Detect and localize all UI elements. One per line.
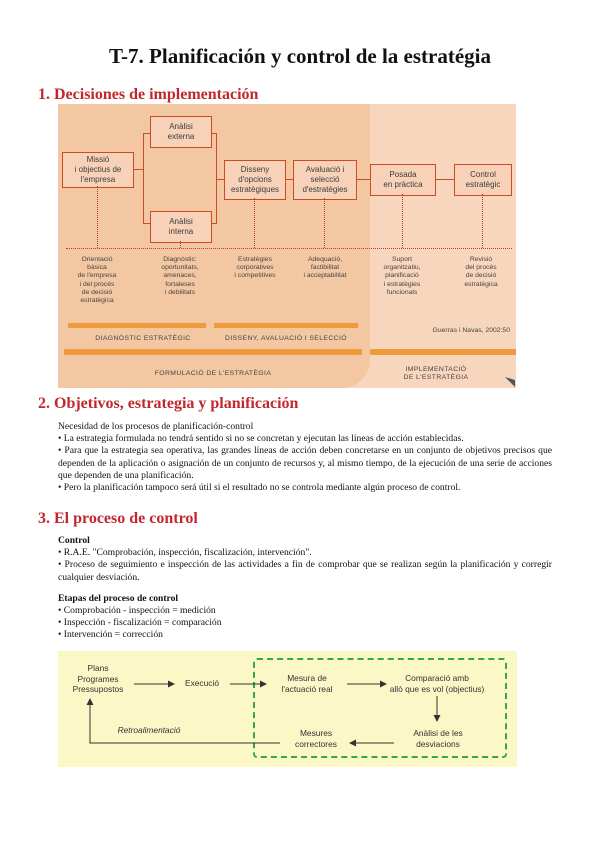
section-2-heading	[38, 395, 298, 413]
external-analysis-box: Anàlisi externa	[150, 116, 212, 148]
connector	[435, 179, 454, 180]
label-orientation: Orientació bàsica de l'empresa i del procés de decisió estratègica	[77, 256, 117, 305]
connector	[216, 179, 224, 180]
subheading: Control	[58, 535, 90, 546]
diagnostic-label: DIAGNÒSTIC ESTRATÈGIC	[95, 335, 191, 342]
bullet: • Comprobación - inspección = medición	[58, 605, 216, 617]
dotted-line	[66, 248, 512, 249]
corrective-measures-node: Mesures correctores	[295, 728, 337, 749]
measurement-node: Mesura de l'actuació real	[281, 673, 333, 694]
source-citation: Guerras i Navas, 2002:50	[432, 327, 510, 334]
connector	[143, 133, 150, 134]
section-number: 2.	[38, 395, 50, 412]
label-diagnostic: Diagnòstic: oportunitats, amenaces, fortaleses i debilitats	[161, 256, 199, 296]
design-label: DISSENY, AVALUACIÓ I SELECCIÓ	[225, 335, 347, 342]
label-review: Revisió del procés de decisió estratègica	[464, 256, 498, 288]
implementation-label: IMPLEMENTACIÓ DE L'ESTRATÈGIA	[403, 366, 469, 381]
connector	[143, 223, 150, 224]
implementation-box: Posada en pràctica	[370, 164, 436, 196]
dotted-line	[180, 241, 181, 248]
section-number: 3.	[38, 510, 50, 527]
bullet: • Proceso de seguimiento e inspección de las actividades a fin de comprobar que se realizan según la planificación y corregir cualquier desviación.	[58, 559, 552, 583]
section-number: 1.	[38, 86, 50, 103]
internal-analysis-box: Anàlisi interna	[150, 211, 212, 243]
bullet: • Inspección - fiscalización = comparación	[58, 617, 222, 629]
formulation-bar	[64, 349, 362, 355]
connector	[143, 133, 144, 224]
formulation-label: FORMULACIÓ DE L'ESTRATÈGIA	[154, 370, 272, 377]
label-support: Suport organitzatiu, planificació i estratègies funcionals	[383, 256, 421, 296]
section-3-heading	[38, 510, 198, 528]
diagnostic-bar	[68, 323, 206, 328]
deviation-analysis-node: Anàlisi de les desviacions	[413, 728, 463, 749]
dotted-line	[254, 198, 255, 248]
mission-box: Missió i objectius de l'empresa	[62, 152, 134, 188]
dotted-line	[97, 186, 98, 248]
comparison-node: Comparació amb allò que es vol (objectius)	[389, 673, 485, 694]
bullet: • La estrategia formulada no tendrá sentido si no se concretan y ejecutan las líneas de acción establecidas.	[58, 433, 464, 445]
section-2-body	[58, 421, 552, 494]
bullet: • Intervención = corrección	[58, 629, 163, 641]
connector	[356, 179, 370, 180]
subheading: Etapas del proceso de control	[58, 592, 179, 604]
control-process-diagram	[58, 651, 517, 767]
section-title: El proceso de control	[54, 510, 198, 527]
page-title: T-7. Planificación y control de la estratégia	[108, 44, 492, 68]
label-adequacy: Adequació, factibilitat i acceptabilitat	[303, 256, 347, 280]
implementation-bar	[370, 349, 516, 355]
strategic-control-box: Control estratègic	[454, 164, 512, 196]
evaluation-box: Avaluació i selecció d'estratègies	[293, 160, 357, 200]
dotted-line	[482, 194, 483, 248]
plans-node: Plans Programes Pressupostos	[72, 663, 124, 694]
option-design-box: Disseny d'opcions estratègiques	[224, 160, 286, 200]
corner-arrow-icon	[504, 376, 516, 388]
section-3-body	[58, 535, 552, 642]
paragraph: Necesidad de los procesos de planificación-control	[58, 421, 254, 432]
connector	[285, 179, 293, 180]
bullet: • R.A.E. "Comprobación, inspección, fiscalización, intervención".	[58, 547, 312, 559]
section-title: Objetivos, estrategia y planificación	[54, 395, 299, 412]
dotted-line	[324, 198, 325, 248]
section-title: Decisiones de implementación	[54, 86, 259, 103]
implementation-diagram	[58, 104, 516, 388]
design-bar	[214, 323, 358, 328]
dotted-line	[402, 194, 403, 248]
section-1-heading	[38, 86, 258, 104]
bullet: • Pero la planificación tampoco será útil si el resultado no se controla mediante algún proceso de control.	[58, 482, 461, 494]
execution-node: Execució	[185, 678, 219, 688]
label-strategies: Estratègies corporatives i competitives	[234, 256, 276, 280]
feedback-label: Retroalimentació	[117, 725, 181, 735]
bullet: • Para que la estrategia sea operativa, las grandes líneas de acción deben concretarse en un conjunto de objetivos precisos que dependen de la aplicación o asignación de un conjunto de recursos y, al mismo tiempo, de la ejecución de una serie de acciones que dependen de una planificación.	[58, 445, 552, 481]
